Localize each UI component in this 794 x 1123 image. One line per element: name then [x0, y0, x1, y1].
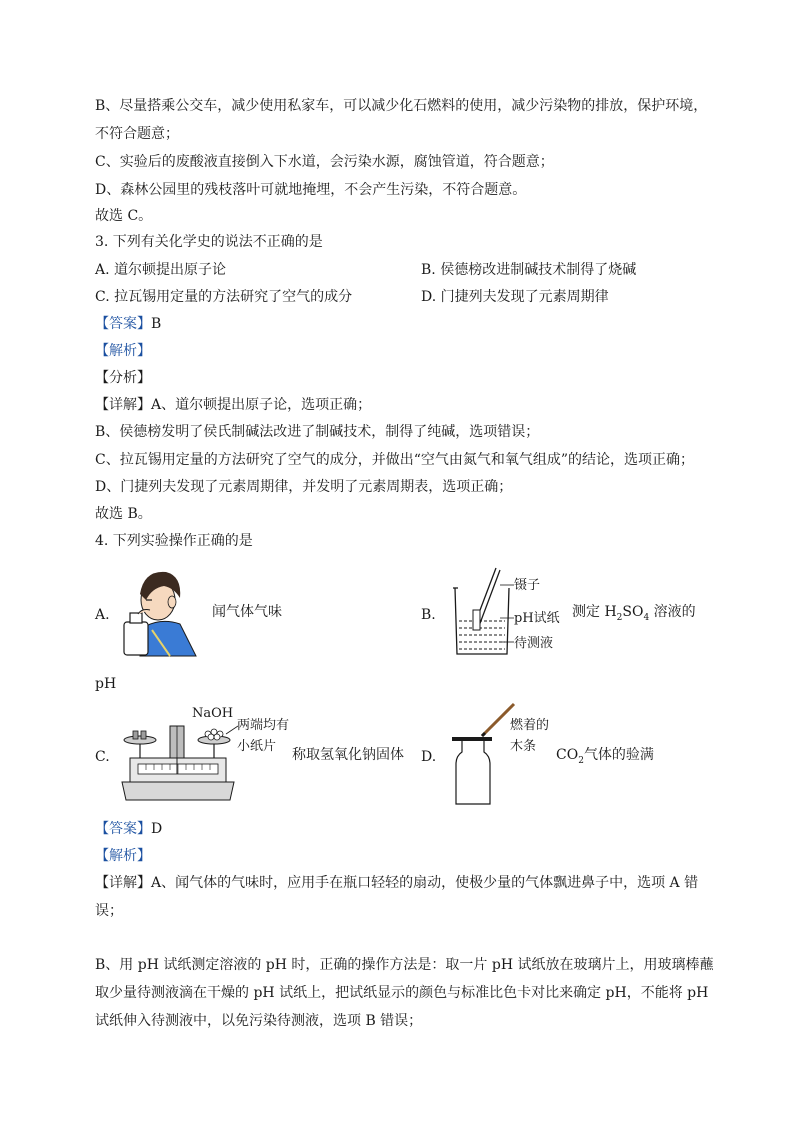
b-leader-lines	[500, 584, 516, 644]
q4-a-caption: 闻气体气味	[212, 604, 282, 620]
balance-figure	[118, 718, 238, 802]
b-label-tweezers: 镊子	[514, 578, 541, 593]
b-caption-mid: SO	[622, 604, 644, 620]
q4-detail-tag: 【详解】	[95, 875, 151, 891]
q4-detail-b-line1: B、用 pH 试纸测定溶液的 pH 时，正确的操作方法是：取一片 pH 试纸放在玻璃片上，用玻璃棒蘸	[95, 957, 714, 973]
c-label-paper-line2: 小纸片	[237, 739, 277, 754]
q4-detail-a-line2: 误；	[95, 903, 123, 919]
q3-answer-tag: 【答案】	[95, 316, 151, 332]
q4-b-caption	[572, 602, 696, 628]
q3-option-a: A. 道尔顿提出原子论	[95, 262, 227, 278]
q4-analysis-tag: 【解析】	[95, 848, 151, 864]
b-label-liquid: 待测液	[514, 636, 554, 651]
q3-detail-tag: 【详解】	[95, 397, 151, 413]
explanation-c: C、实验后的废酸液直接倒入下水道，会污染水源，腐蚀管道，符合题意；	[95, 154, 554, 170]
explanation-b-line2: 不符合题意；	[95, 126, 179, 142]
q4-answer	[95, 819, 162, 839]
q4-d-letter: D.	[421, 749, 437, 765]
q3-detail-d: D、门捷列夫发现了元素周期律，并发明了元素周期表，选项正确；	[95, 479, 513, 495]
d-label-stick-line1: 燃着的	[510, 718, 550, 733]
q4-detail-b-line2: 取少量待测液滴在干燥的 pH 试纸上，把试纸显示的颜色与标准比色卡对比来确定 pH，不能将 pH	[95, 985, 709, 1001]
q3-option-c: C. 拉瓦锡用定量的方法研究了空气的成分	[95, 289, 353, 305]
q3-detail-c: C、拉瓦锡用定量的方法研究了空气的成分，并做出“空气由氮气和氧气组成”的结论，选项正确；	[95, 452, 695, 468]
b-caption-sub2: 4	[643, 612, 650, 623]
c-label-naoh: NaOH	[192, 706, 234, 721]
q4-stem: 4. 下列实验操作正确的是	[95, 533, 253, 549]
q4-c-caption: 称取氢氧化钠固体	[292, 747, 404, 763]
d-caption-pre: CO	[556, 747, 579, 763]
b-caption-post: 溶液的	[649, 604, 696, 620]
q4-b-letter: B.	[421, 607, 436, 623]
d-label-stick-line2: 木条	[510, 739, 537, 754]
q3-stem: 3. 下列有关化学史的说法不正确的是	[95, 234, 323, 250]
q4-c-letter: C.	[95, 749, 110, 765]
q4-a-letter: A.	[95, 607, 110, 623]
q4-answer-tag: 【答案】	[95, 821, 151, 837]
q3-analysis-tag: 【解析】	[95, 343, 151, 359]
q3-conclusion: 故选 B。	[95, 506, 152, 522]
q3-detail-a-text: A、道尔顿提出原子论，选项正确；	[151, 397, 372, 413]
q3-detail-b: B、侯德榜发明了侯氏制碱法改进了制碱技术，制得了纯碱，选项错误；	[95, 424, 540, 440]
q3-option-b: B. 侯德榜改进制碱技术制得了烧碱	[421, 262, 637, 278]
c-label-paper-line1: 两端均有	[237, 718, 290, 733]
q3-answer	[95, 314, 161, 334]
b-caption-sub1: 2	[616, 612, 623, 623]
b-label-ph-paper: pH试纸	[514, 611, 560, 626]
q3-detail-a	[95, 395, 371, 415]
q3-fenxi-tag: 【分析】	[95, 370, 151, 386]
q3-answer-value: B	[151, 316, 162, 332]
q4-detail-b-line3: 试纸伸入待测液中，以免污染待测液，选项 B 错误；	[95, 1013, 423, 1029]
d-caption-sub: 2	[578, 755, 584, 766]
q4-answer-value: D	[151, 821, 163, 837]
smelling-gas-figure	[122, 564, 198, 658]
b-caption-pre: 测定 H	[572, 604, 617, 620]
q4-detail-a-text: A、闻气体的气味时，应用手在瓶口轻轻的扇动，使极少量的气体飘进鼻子中，选项 A 错	[151, 875, 699, 891]
q4-d-caption	[556, 745, 654, 771]
q4-b-caption-wrap: pH	[95, 676, 117, 692]
d-caption-post: 气体的验满	[583, 747, 654, 763]
conclusion-prev: 故选 C。	[95, 208, 153, 224]
explanation-d: D、森林公园里的残枝落叶可就地掩埋，不会产生污染，不符合题意。	[95, 182, 527, 198]
q3-option-d: D. 门捷列夫发现了元素周期律	[421, 289, 609, 305]
q4-detail-a-line1	[95, 873, 698, 893]
explanation-b-line1: B、尽量搭乘公交车，减少使用私家车，可以减少化石燃料的使用，减少污染物的排放，保护环境，	[95, 98, 708, 114]
